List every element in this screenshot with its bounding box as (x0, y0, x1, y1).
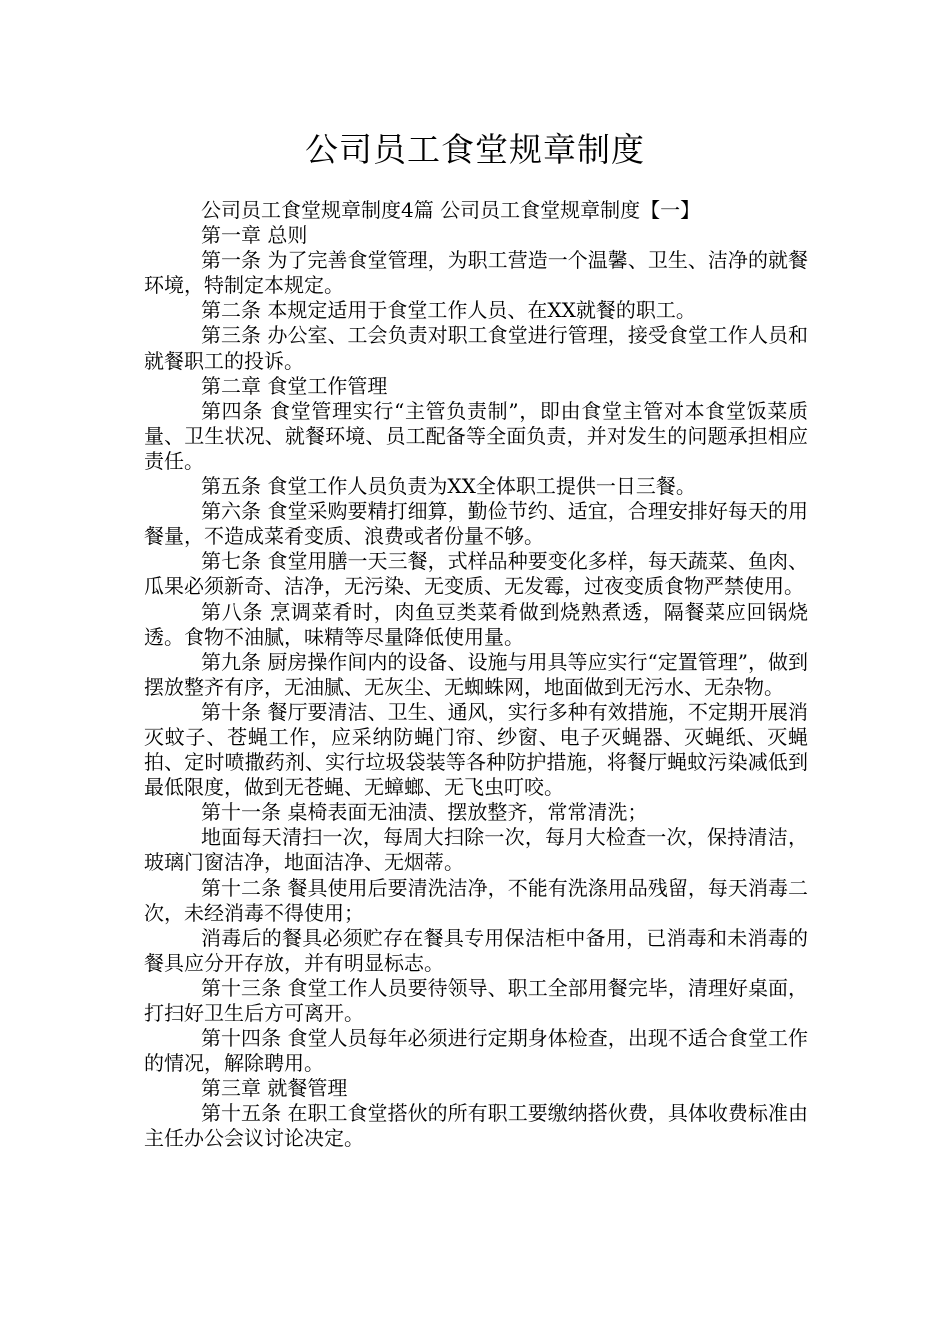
article-paragraph: 第九条 厨房操作间内的设备、设施与用具等应实行“定置管理”，做到摆放整齐有序，无油腻、无灰尘、无蜘蛛网，地面做到无污水、无杂物。 (144, 649, 808, 699)
article-paragraph: 第十四条 食堂人员每年必须进行定期身体检查，出现不适合食堂工作的情况，解除聘用。 (144, 1026, 808, 1076)
article-paragraph: 第一条 为了完善食堂管理，为职工营造一个温馨、卫生、洁净的就餐环境，特制定本规定。 (144, 248, 808, 298)
chapter-heading: 第二章 食堂工作管理 (201, 373, 388, 398)
chapter-heading: 第一章 总则 (201, 223, 308, 248)
article-paragraph: 第七条 食堂用膳一天三餐，式样品种要变化多样，每天蔬菜、鱼肉、瓜果必须新奇、洁净，无污染、无变质、无发霉，过夜变质食物严禁使用。 (144, 549, 808, 599)
paragraph-intro: 公司员工食堂规章制度4篇 公司员工食堂规章制度【一】 (201, 198, 701, 222)
article-paragraph: 第四条 食堂管理实行“主管负责制”，即由食堂主管对本食堂饭菜质量、卫生状况、就餐环境、员工配备等全面负责，并对发生的问题承担相应责任。 (144, 398, 808, 473)
document-title: 公司员工食堂规章制度 (305, 130, 645, 169)
document-body (144, 198, 808, 1152)
article-paragraph: 第十条 餐厅要清洁、卫生、通风，实行多种有效措施，不定期开展消灭蚊子、苍蝇工作，应采纳防蝇门帘、纱窗、电子灭蝇器、灭蝇纸、灭蝇拍、定时喷撒药剂、实行垃圾袋装等各种防护措施，将餐厅蝇蚊污染减低到最低限度，做到无苍蝇、无蟑螂、无飞虫叮咬。 (144, 699, 808, 800)
article-paragraph: 第十三条 食堂工作人员要待领导、职工全部用餐完毕，清理好桌面，打扫好卫生后方可离开。 (144, 975, 808, 1025)
article-paragraph: 地面每天清扫一次，每周大扫除一次，每月大检查一次，保持清洁，玻璃门窗洁净，地面洁净、无烟蒂。 (144, 825, 808, 875)
article-paragraph: 第八条 烹调菜肴时，肉鱼豆类菜肴做到烧熟煮透，隔餐菜应回锅烧透。食物不油腻，味精等尽量降低使用量。 (144, 599, 808, 649)
article-paragraph: 第二条 本规定适用于食堂工作人员、在XX就餐的职工。 (201, 298, 696, 323)
article-paragraph: 第十五条 在职工食堂搭伙的所有职工要缴纳搭伙费，具体收费标准由主任办公会议讨论决定。 (144, 1101, 808, 1151)
article-paragraph: 第十二条 餐具使用后要清洗洁净，不能有洗涤用品残留，每天消毒二次，未经消毒不得使用； (144, 875, 808, 925)
article-paragraph: 第五条 食堂工作人员负责为XX全体职工提供一日三餐。 (201, 474, 696, 499)
article-paragraph: 第三条 办公室、工会负责对职工食堂进行管理，接受食堂工作人员和就餐职工的投诉。 (144, 323, 808, 373)
article-paragraph: 第十一条 桌椅表面无油渍、摆放整齐，常常清洗； (201, 800, 648, 825)
article-paragraph: 消毒后的餐具必须贮存在餐具专用保洁柜中备用，已消毒和未消毒的餐具应分开存放，并有明显标志。 (144, 925, 808, 975)
chapter-heading: 第三章 就餐管理 (201, 1076, 348, 1101)
article-paragraph: 第六条 食堂采购要精打细算，勤俭节约、适宜，合理安排好每天的用餐量，不造成菜肴变质、浪费或者份量不够。 (144, 499, 808, 549)
